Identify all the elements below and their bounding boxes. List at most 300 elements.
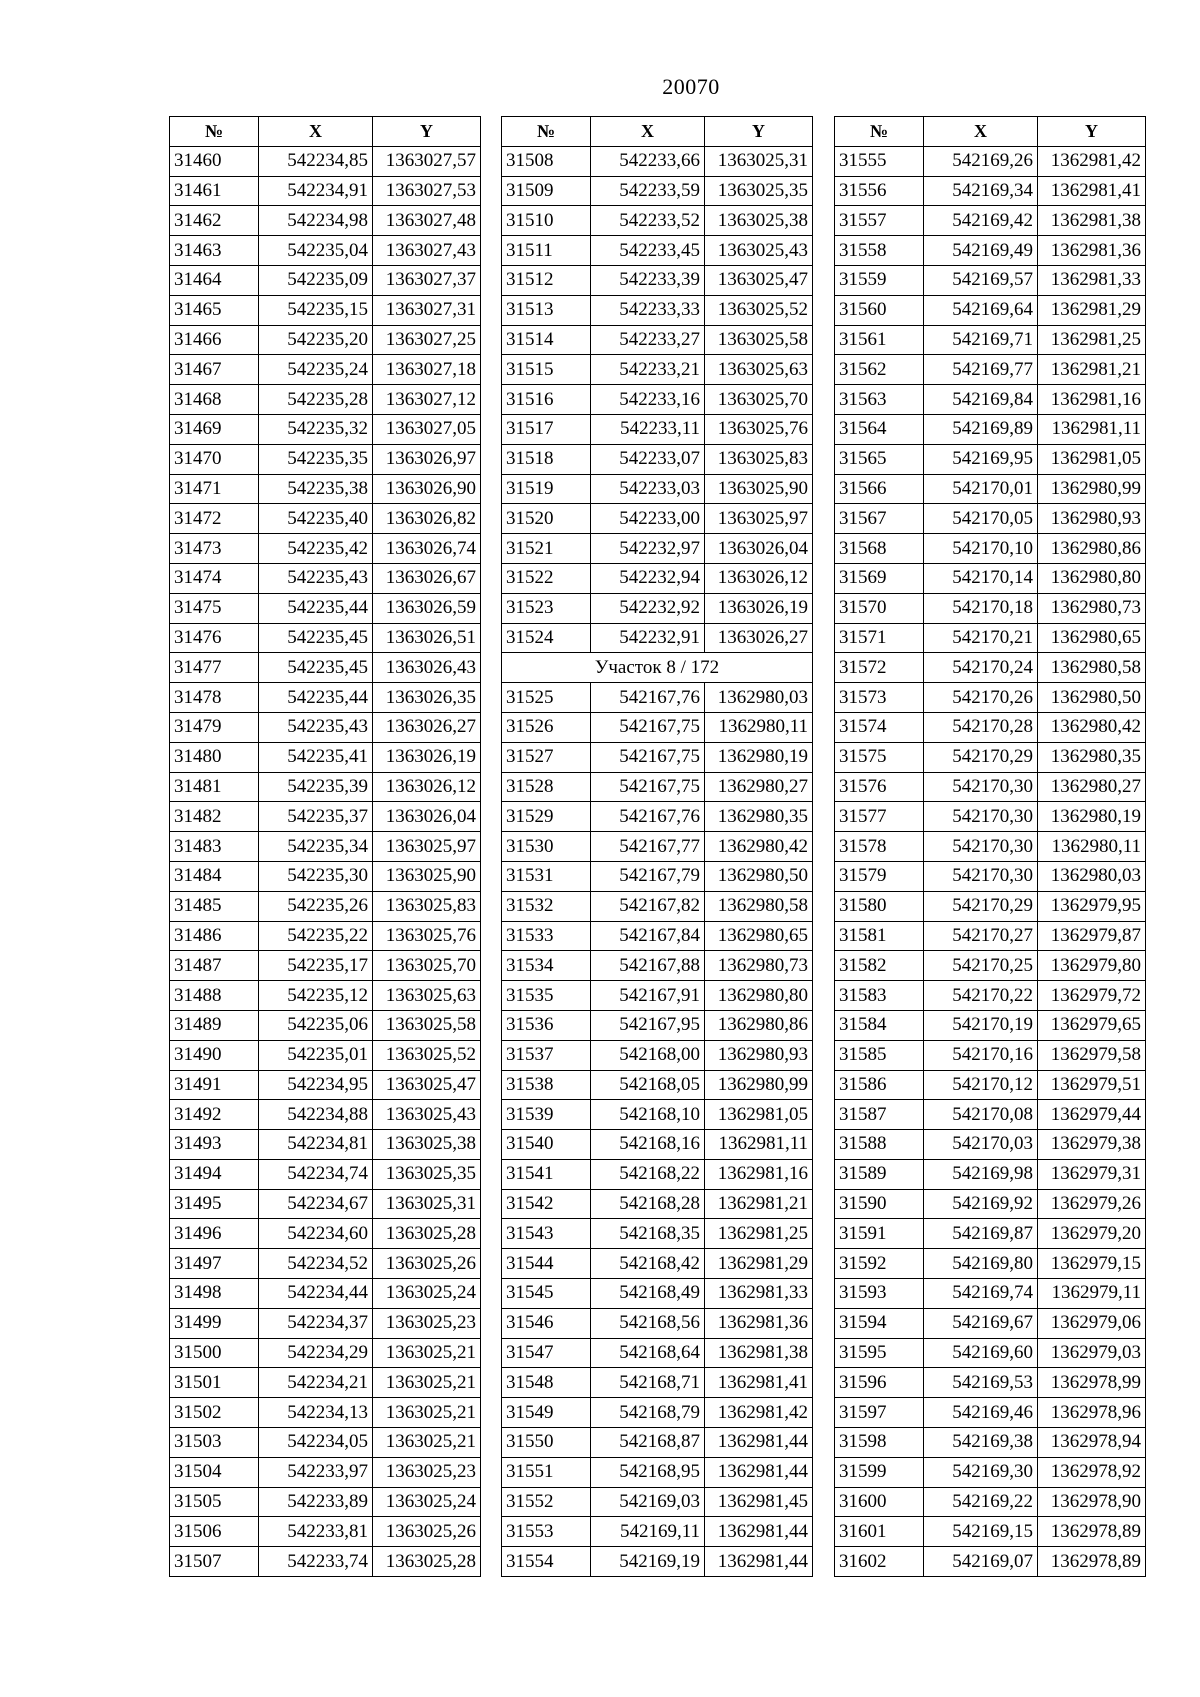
table-row bbox=[502, 236, 813, 266]
x-coordinate-cell: 542235,28 bbox=[259, 385, 373, 415]
point-number-cell: 31542 bbox=[502, 1189, 591, 1219]
y-coordinate-cell: 1363025,28 bbox=[373, 1547, 481, 1577]
point-number-cell: 31488 bbox=[170, 981, 259, 1011]
y-coordinate-cell: 1362981,16 bbox=[1038, 385, 1146, 415]
y-coordinate-cell: 1362981,36 bbox=[1038, 236, 1146, 266]
point-number-cell: 31562 bbox=[835, 355, 924, 385]
x-coordinate-cell: 542233,89 bbox=[259, 1487, 373, 1517]
table-row bbox=[502, 832, 813, 862]
table-row bbox=[502, 146, 813, 176]
y-coordinate-cell: 1362980,03 bbox=[1038, 861, 1146, 891]
y-coordinate-cell: 1362981,21 bbox=[705, 1189, 813, 1219]
x-coordinate-cell: 542169,53 bbox=[924, 1368, 1038, 1398]
x-coordinate-cell: 542168,64 bbox=[591, 1338, 705, 1368]
y-coordinate-cell: 1363025,23 bbox=[373, 1457, 481, 1487]
y-coordinate-cell: 1362979,87 bbox=[1038, 921, 1146, 951]
table-row bbox=[170, 772, 481, 802]
table-row bbox=[502, 1189, 813, 1219]
point-number-cell: 31567 bbox=[835, 504, 924, 534]
point-number-cell: 31575 bbox=[835, 742, 924, 772]
y-coordinate-cell: 1363026,35 bbox=[373, 683, 481, 713]
y-coordinate-cell: 1362980,11 bbox=[1038, 832, 1146, 862]
table-row bbox=[502, 1457, 813, 1487]
x-coordinate-cell: 542235,35 bbox=[259, 444, 373, 474]
point-number-cell: 31583 bbox=[835, 981, 924, 1011]
x-coordinate-cell: 542167,82 bbox=[591, 891, 705, 921]
y-coordinate-cell: 1363025,24 bbox=[373, 1279, 481, 1309]
y-coordinate-cell: 1362978,94 bbox=[1038, 1428, 1146, 1458]
x-coordinate-cell: 542234,13 bbox=[259, 1398, 373, 1428]
point-number-cell: 31597 bbox=[835, 1398, 924, 1428]
y-coordinate-cell: 1362978,90 bbox=[1038, 1487, 1146, 1517]
table-row bbox=[502, 295, 813, 325]
x-coordinate-cell: 542169,57 bbox=[924, 265, 1038, 295]
table-row bbox=[502, 742, 813, 772]
y-coordinate-cell: 1363026,27 bbox=[373, 712, 481, 742]
x-coordinate-cell: 542234,98 bbox=[259, 206, 373, 236]
y-coordinate-cell: 1362980,03 bbox=[705, 683, 813, 713]
table-row bbox=[502, 772, 813, 802]
y-coordinate-cell: 1363026,27 bbox=[705, 623, 813, 653]
point-number-cell: 31495 bbox=[170, 1189, 259, 1219]
table-row bbox=[170, 683, 481, 713]
point-number-cell: 31481 bbox=[170, 772, 259, 802]
point-number-cell: 31535 bbox=[502, 981, 591, 1011]
y-coordinate-cell: 1363025,58 bbox=[705, 325, 813, 355]
table-row bbox=[835, 951, 1146, 981]
point-number-cell: 31464 bbox=[170, 265, 259, 295]
x-coordinate-cell: 542235,45 bbox=[259, 623, 373, 653]
table-row bbox=[835, 1010, 1146, 1040]
x-coordinate-cell: 542170,24 bbox=[924, 653, 1038, 683]
table-row bbox=[170, 1010, 481, 1040]
table-row bbox=[502, 176, 813, 206]
x-coordinate-cell: 542233,59 bbox=[591, 176, 705, 206]
x-coordinate-cell: 542234,05 bbox=[259, 1428, 373, 1458]
y-coordinate-cell: 1363025,21 bbox=[373, 1398, 481, 1428]
x-coordinate-cell: 542168,05 bbox=[591, 1070, 705, 1100]
x-coordinate-cell: 542168,95 bbox=[591, 1457, 705, 1487]
y-coordinate-cell: 1362980,27 bbox=[1038, 772, 1146, 802]
table-row bbox=[835, 1457, 1146, 1487]
y-coordinate-cell: 1362981,21 bbox=[1038, 355, 1146, 385]
y-coordinate-cell: 1363025,35 bbox=[373, 1159, 481, 1189]
point-number-cell: 31462 bbox=[170, 206, 259, 236]
y-coordinate-cell: 1362981,38 bbox=[1038, 206, 1146, 236]
point-number-cell: 31483 bbox=[170, 832, 259, 862]
coordinates-table-2 bbox=[501, 116, 813, 1577]
point-number-cell: 31502 bbox=[170, 1398, 259, 1428]
x-coordinate-cell: 542167,84 bbox=[591, 921, 705, 951]
y-coordinate-cell: 1362980,93 bbox=[1038, 504, 1146, 534]
x-coordinate-cell: 542235,43 bbox=[259, 563, 373, 593]
table-row bbox=[835, 1100, 1146, 1130]
y-coordinate-cell: 1363025,76 bbox=[373, 921, 481, 951]
y-coordinate-cell: 1362980,99 bbox=[1038, 474, 1146, 504]
x-coordinate-cell: 542169,80 bbox=[924, 1249, 1038, 1279]
y-coordinate-cell: 1362980,35 bbox=[1038, 742, 1146, 772]
table-row bbox=[170, 1428, 481, 1458]
point-number-cell: 31498 bbox=[170, 1279, 259, 1309]
x-coordinate-cell: 542235,26 bbox=[259, 891, 373, 921]
table-row bbox=[170, 861, 481, 891]
table-row bbox=[835, 683, 1146, 713]
table-row bbox=[502, 504, 813, 534]
x-coordinate-cell: 542169,60 bbox=[924, 1338, 1038, 1368]
y-coordinate-cell: 1363025,31 bbox=[705, 146, 813, 176]
table-row bbox=[170, 534, 481, 564]
point-number-cell: 31541 bbox=[502, 1159, 591, 1189]
point-number-cell: 31528 bbox=[502, 772, 591, 802]
x-coordinate-cell: 542169,38 bbox=[924, 1428, 1038, 1458]
x-coordinate-cell: 542169,42 bbox=[924, 206, 1038, 236]
point-number-cell: 31505 bbox=[170, 1487, 259, 1517]
y-coordinate-cell: 1362980,19 bbox=[1038, 802, 1146, 832]
table-row bbox=[170, 1070, 481, 1100]
y-coordinate-cell: 1362980,58 bbox=[1038, 653, 1146, 683]
y-coordinate-cell: 1362979,15 bbox=[1038, 1249, 1146, 1279]
y-coordinate-cell: 1362980,65 bbox=[705, 921, 813, 951]
point-number-cell: 31565 bbox=[835, 444, 924, 474]
y-coordinate-cell: 1363025,70 bbox=[373, 951, 481, 981]
table-row bbox=[170, 1487, 481, 1517]
point-number-cell: 31530 bbox=[502, 832, 591, 862]
x-coordinate-cell: 542170,18 bbox=[924, 593, 1038, 623]
point-number-cell: 31509 bbox=[502, 176, 591, 206]
table-row bbox=[170, 474, 481, 504]
y-coordinate-cell: 1362981,05 bbox=[705, 1100, 813, 1130]
point-number-cell: 31570 bbox=[835, 593, 924, 623]
y-coordinate-cell: 1363025,58 bbox=[373, 1010, 481, 1040]
point-number-cell: 31460 bbox=[170, 146, 259, 176]
y-coordinate-cell: 1362981,25 bbox=[705, 1219, 813, 1249]
x-coordinate-cell: 542167,76 bbox=[591, 802, 705, 832]
table-row bbox=[502, 1308, 813, 1338]
table-row bbox=[502, 1517, 813, 1547]
table-row bbox=[835, 861, 1146, 891]
point-number-cell: 31555 bbox=[835, 146, 924, 176]
table-row bbox=[835, 653, 1146, 683]
point-number-cell: 31489 bbox=[170, 1010, 259, 1040]
x-coordinate-cell: 542234,67 bbox=[259, 1189, 373, 1219]
table-row bbox=[170, 325, 481, 355]
point-number-cell: 31547 bbox=[502, 1338, 591, 1368]
table-row bbox=[170, 414, 481, 444]
point-number-cell: 31499 bbox=[170, 1308, 259, 1338]
y-coordinate-cell: 1363026,67 bbox=[373, 563, 481, 593]
table-row bbox=[835, 1070, 1146, 1100]
table-row bbox=[835, 981, 1146, 1011]
y-coordinate-cell: 1362980,73 bbox=[1038, 593, 1146, 623]
y-coordinate-cell: 1363027,12 bbox=[373, 385, 481, 415]
table-row bbox=[835, 1398, 1146, 1428]
y-coordinate-cell: 1363025,31 bbox=[373, 1189, 481, 1219]
y-coordinate-cell: 1362981,42 bbox=[1038, 146, 1146, 176]
table-row bbox=[170, 1279, 481, 1309]
y-coordinate-cell: 1362981,36 bbox=[705, 1308, 813, 1338]
table-row bbox=[835, 444, 1146, 474]
y-coordinate-cell: 1363025,97 bbox=[705, 504, 813, 534]
point-number-cell: 31493 bbox=[170, 1130, 259, 1160]
x-coordinate-cell: 542232,97 bbox=[591, 534, 705, 564]
x-coordinate-cell: 542235,42 bbox=[259, 534, 373, 564]
point-number-cell: 31543 bbox=[502, 1219, 591, 1249]
table-row bbox=[170, 1130, 481, 1160]
y-coordinate-cell: 1363027,57 bbox=[373, 146, 481, 176]
table-row bbox=[502, 1100, 813, 1130]
point-number-cell: 31557 bbox=[835, 206, 924, 236]
table-row bbox=[170, 1517, 481, 1547]
table-row bbox=[170, 742, 481, 772]
x-coordinate-cell: 542234,37 bbox=[259, 1308, 373, 1338]
y-coordinate-cell: 1362981,05 bbox=[1038, 444, 1146, 474]
y-coordinate-cell: 1362981,25 bbox=[1038, 325, 1146, 355]
table-row bbox=[835, 325, 1146, 355]
y-coordinate-cell: 1362979,95 bbox=[1038, 891, 1146, 921]
x-coordinate-cell: 542233,07 bbox=[591, 444, 705, 474]
point-number-cell: 31478 bbox=[170, 683, 259, 713]
coordinates-table-3 bbox=[834, 116, 1146, 1577]
table-row bbox=[170, 236, 481, 266]
point-number-cell: 31596 bbox=[835, 1368, 924, 1398]
x-coordinate-cell: 542169,98 bbox=[924, 1159, 1038, 1189]
y-coordinate-cell: 1362979,80 bbox=[1038, 951, 1146, 981]
table-row bbox=[835, 414, 1146, 444]
y-coordinate-cell: 1362981,29 bbox=[705, 1249, 813, 1279]
y-coordinate-cell: 1363026,04 bbox=[373, 802, 481, 832]
table-row bbox=[170, 1100, 481, 1130]
header-y: Y bbox=[705, 117, 813, 147]
x-coordinate-cell: 542167,75 bbox=[591, 772, 705, 802]
table-row bbox=[502, 414, 813, 444]
table-row bbox=[170, 1308, 481, 1338]
x-coordinate-cell: 542167,76 bbox=[591, 683, 705, 713]
table-row bbox=[835, 1040, 1146, 1070]
header-number: № bbox=[502, 117, 591, 147]
table-row bbox=[502, 593, 813, 623]
y-coordinate-cell: 1362981,44 bbox=[705, 1547, 813, 1577]
y-coordinate-cell: 1363025,83 bbox=[373, 891, 481, 921]
point-number-cell: 31510 bbox=[502, 206, 591, 236]
point-number-cell: 31529 bbox=[502, 802, 591, 832]
x-coordinate-cell: 542168,10 bbox=[591, 1100, 705, 1130]
point-number-cell: 31587 bbox=[835, 1100, 924, 1130]
table-row bbox=[170, 1457, 481, 1487]
x-coordinate-cell: 542170,19 bbox=[924, 1010, 1038, 1040]
table-body bbox=[502, 146, 813, 1576]
x-coordinate-cell: 542233,03 bbox=[591, 474, 705, 504]
point-number-cell: 31593 bbox=[835, 1279, 924, 1309]
y-coordinate-cell: 1362979,20 bbox=[1038, 1219, 1146, 1249]
x-coordinate-cell: 542235,22 bbox=[259, 921, 373, 951]
point-number-cell: 31554 bbox=[502, 1547, 591, 1577]
point-number-cell: 31592 bbox=[835, 1249, 924, 1279]
table-row bbox=[835, 1487, 1146, 1517]
y-coordinate-cell: 1362979,51 bbox=[1038, 1070, 1146, 1100]
point-number-cell: 31572 bbox=[835, 653, 924, 683]
y-coordinate-cell: 1362980,19 bbox=[705, 742, 813, 772]
table-row bbox=[835, 802, 1146, 832]
y-coordinate-cell: 1363026,19 bbox=[373, 742, 481, 772]
y-coordinate-cell: 1363025,21 bbox=[373, 1368, 481, 1398]
y-coordinate-cell: 1362980,35 bbox=[705, 802, 813, 832]
x-coordinate-cell: 542235,38 bbox=[259, 474, 373, 504]
x-coordinate-cell: 542233,81 bbox=[259, 1517, 373, 1547]
point-number-cell: 31553 bbox=[502, 1517, 591, 1547]
point-number-cell: 31585 bbox=[835, 1040, 924, 1070]
x-coordinate-cell: 542169,19 bbox=[591, 1547, 705, 1577]
point-number-cell: 31595 bbox=[835, 1338, 924, 1368]
x-coordinate-cell: 542170,21 bbox=[924, 623, 1038, 653]
y-coordinate-cell: 1363026,19 bbox=[705, 593, 813, 623]
point-number-cell: 31468 bbox=[170, 385, 259, 415]
table-row bbox=[835, 623, 1146, 653]
x-coordinate-cell: 542235,44 bbox=[259, 593, 373, 623]
x-coordinate-cell: 542233,00 bbox=[591, 504, 705, 534]
point-number-cell: 31473 bbox=[170, 534, 259, 564]
y-coordinate-cell: 1363025,63 bbox=[705, 355, 813, 385]
y-coordinate-cell: 1362979,44 bbox=[1038, 1100, 1146, 1130]
table-row bbox=[170, 146, 481, 176]
x-coordinate-cell: 542170,14 bbox=[924, 563, 1038, 593]
y-coordinate-cell: 1362978,96 bbox=[1038, 1398, 1146, 1428]
x-coordinate-cell: 542233,45 bbox=[591, 236, 705, 266]
table-row bbox=[835, 772, 1146, 802]
x-coordinate-cell: 542235,01 bbox=[259, 1040, 373, 1070]
x-coordinate-cell: 542167,75 bbox=[591, 742, 705, 772]
table-row bbox=[835, 355, 1146, 385]
table-row bbox=[170, 653, 481, 683]
table-row bbox=[502, 325, 813, 355]
table-row bbox=[170, 206, 481, 236]
table-row bbox=[502, 1398, 813, 1428]
x-coordinate-cell: 542170,30 bbox=[924, 772, 1038, 802]
point-number-cell: 31584 bbox=[835, 1010, 924, 1040]
y-coordinate-cell: 1362980,93 bbox=[705, 1040, 813, 1070]
x-coordinate-cell: 542169,07 bbox=[924, 1547, 1038, 1577]
y-coordinate-cell: 1363026,74 bbox=[373, 534, 481, 564]
table-row bbox=[835, 1249, 1146, 1279]
table-row bbox=[170, 176, 481, 206]
table-row bbox=[170, 802, 481, 832]
point-number-cell: 31500 bbox=[170, 1338, 259, 1368]
x-coordinate-cell: 542167,79 bbox=[591, 861, 705, 891]
x-coordinate-cell: 542233,74 bbox=[259, 1547, 373, 1577]
y-coordinate-cell: 1362978,92 bbox=[1038, 1457, 1146, 1487]
table-row bbox=[502, 1219, 813, 1249]
point-number-cell: 31461 bbox=[170, 176, 259, 206]
point-number-cell: 31524 bbox=[502, 623, 591, 653]
x-coordinate-cell: 542235,04 bbox=[259, 236, 373, 266]
header-x: X bbox=[924, 117, 1038, 147]
table-row bbox=[170, 832, 481, 862]
y-coordinate-cell: 1362980,58 bbox=[705, 891, 813, 921]
x-coordinate-cell: 542168,00 bbox=[591, 1040, 705, 1070]
x-coordinate-cell: 542169,87 bbox=[924, 1219, 1038, 1249]
x-coordinate-cell: 542233,33 bbox=[591, 295, 705, 325]
point-number-cell: 31519 bbox=[502, 474, 591, 504]
table-row bbox=[835, 236, 1146, 266]
point-number-cell: 31580 bbox=[835, 891, 924, 921]
table-row bbox=[170, 1547, 481, 1577]
y-coordinate-cell: 1363026,43 bbox=[373, 653, 481, 683]
page-number: 20070 bbox=[662, 74, 720, 99]
point-number-cell: 31471 bbox=[170, 474, 259, 504]
x-coordinate-cell: 542169,92 bbox=[924, 1189, 1038, 1219]
y-coordinate-cell: 1363025,23 bbox=[373, 1308, 481, 1338]
y-coordinate-cell: 1363027,25 bbox=[373, 325, 481, 355]
y-coordinate-cell: 1362979,26 bbox=[1038, 1189, 1146, 1219]
y-coordinate-cell: 1362980,50 bbox=[1038, 683, 1146, 713]
header-x: X bbox=[259, 117, 373, 147]
point-number-cell: 31590 bbox=[835, 1189, 924, 1219]
table-row bbox=[170, 1398, 481, 1428]
y-coordinate-cell: 1363025,76 bbox=[705, 414, 813, 444]
x-coordinate-cell: 542234,88 bbox=[259, 1100, 373, 1130]
table-row bbox=[170, 1219, 481, 1249]
y-coordinate-cell: 1363025,52 bbox=[373, 1040, 481, 1070]
table-row bbox=[835, 1338, 1146, 1368]
point-number-cell: 31480 bbox=[170, 742, 259, 772]
y-coordinate-cell: 1363027,37 bbox=[373, 265, 481, 295]
x-coordinate-cell: 542233,97 bbox=[259, 1457, 373, 1487]
point-number-cell: 31559 bbox=[835, 265, 924, 295]
x-coordinate-cell: 542169,71 bbox=[924, 325, 1038, 355]
point-number-cell: 31556 bbox=[835, 176, 924, 206]
x-coordinate-cell: 542234,44 bbox=[259, 1279, 373, 1309]
point-number-cell: 31573 bbox=[835, 683, 924, 713]
y-coordinate-cell: 1363026,51 bbox=[373, 623, 481, 653]
table-body bbox=[170, 146, 481, 1576]
x-coordinate-cell: 542235,09 bbox=[259, 265, 373, 295]
x-coordinate-cell: 542235,30 bbox=[259, 861, 373, 891]
table-row bbox=[170, 921, 481, 951]
point-number-cell: 31474 bbox=[170, 563, 259, 593]
table-row bbox=[835, 265, 1146, 295]
point-number-cell: 31512 bbox=[502, 265, 591, 295]
y-coordinate-cell: 1362979,11 bbox=[1038, 1279, 1146, 1309]
x-coordinate-cell: 542170,01 bbox=[924, 474, 1038, 504]
x-coordinate-cell: 542235,15 bbox=[259, 295, 373, 325]
table-row bbox=[502, 206, 813, 236]
x-coordinate-cell: 542235,34 bbox=[259, 832, 373, 862]
y-coordinate-cell: 1363025,47 bbox=[373, 1070, 481, 1100]
point-number-cell: 31467 bbox=[170, 355, 259, 385]
y-coordinate-cell: 1362980,11 bbox=[705, 712, 813, 742]
y-coordinate-cell: 1363025,63 bbox=[373, 981, 481, 1011]
y-coordinate-cell: 1363027,18 bbox=[373, 355, 481, 385]
y-coordinate-cell: 1363027,53 bbox=[373, 176, 481, 206]
table-row bbox=[502, 981, 813, 1011]
table-body bbox=[835, 146, 1146, 1576]
table-row bbox=[502, 1338, 813, 1368]
x-coordinate-cell: 542234,74 bbox=[259, 1159, 373, 1189]
point-number-cell: 31546 bbox=[502, 1308, 591, 1338]
header-y: Y bbox=[373, 117, 481, 147]
y-coordinate-cell: 1362981,44 bbox=[705, 1428, 813, 1458]
y-coordinate-cell: 1362979,38 bbox=[1038, 1130, 1146, 1160]
table-row bbox=[502, 1547, 813, 1577]
point-number-cell: 31479 bbox=[170, 712, 259, 742]
x-coordinate-cell: 542169,22 bbox=[924, 1487, 1038, 1517]
x-coordinate-cell: 542234,21 bbox=[259, 1368, 373, 1398]
point-number-cell: 31537 bbox=[502, 1040, 591, 1070]
table-row bbox=[502, 385, 813, 415]
x-coordinate-cell: 542169,67 bbox=[924, 1308, 1038, 1338]
y-coordinate-cell: 1362981,44 bbox=[705, 1517, 813, 1547]
x-coordinate-cell: 542169,26 bbox=[924, 146, 1038, 176]
y-coordinate-cell: 1363025,47 bbox=[705, 265, 813, 295]
